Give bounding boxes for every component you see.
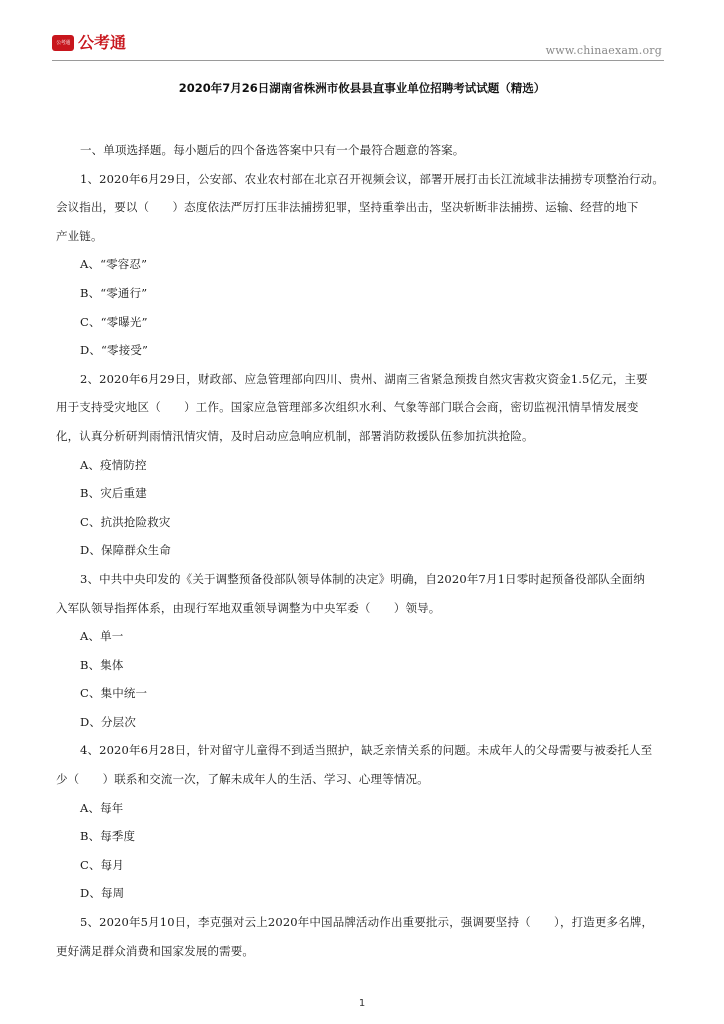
question-4 [56, 736, 668, 908]
header-divider [52, 60, 664, 61]
question-text-line: 会议指出，要以（ ）态度依法严厉打压非法捕捞犯罪，坚持重拳出击，坚决斩断非法捕捞、运输、经营的地下 [56, 200, 639, 215]
option-d: D、“零接受” [80, 343, 149, 358]
question-5 [56, 908, 668, 965]
question-3 [56, 565, 668, 737]
option-d: D、分层次 [80, 714, 136, 729]
question-text-line: 2、2020年6月29日，财政部、应急管理部向四川、贵州、湖南三省紧急预拨自然灾害救灾资金1.5亿元，主要 [80, 371, 648, 386]
page-header [0, 0, 724, 62]
question-text-line: 3、中共中央印发的《关于调整预备役部队领导体制的决定》明确，自2020年7月1日零时起预备役部队全面纳 [80, 571, 645, 586]
question-text-line: 产业链。 [56, 228, 103, 243]
option-d: D、保障群众生命 [80, 543, 171, 558]
question-text-line: 1、2020年6月29日，公安部、农业农村部在北京召开视频会议，部署开展打击长江流域非法捕捞专项整治行动。 [80, 171, 664, 186]
document-title: 2020年7月26日湖南省株洲市攸县县直事业单位招聘考试试题（精选） [178, 81, 546, 95]
logo-text: 公考通 [78, 33, 127, 52]
option-a: A、疫情防控 [80, 457, 147, 472]
question-text-line: 更好满足群众消费和国家发展的需要。 [56, 943, 255, 958]
section-intro: 一、单项选择题。每小题后的四个备选答案中只有一个最符合题意的答案。 [80, 143, 465, 157]
option-b: B、集体 [80, 657, 124, 672]
site-url[interactable]: www.chinaexam.org [545, 44, 662, 57]
option-b: B、“零通行” [80, 285, 148, 300]
option-a: A、“零容忍” [80, 257, 148, 272]
question-text-line: 5、2020年5月10日，李克强对云上2020年中国品牌活动作出重要批示，强调要坚持（ ），打造更多名牌， [80, 915, 654, 930]
question-text-line: 化，认真分析研判雨情汛情灾情，及时启动应急响应机制，部署消防救援队伍参加抗洪抢险。 [56, 428, 534, 443]
option-d: D、每周 [80, 886, 125, 901]
option-c: C、集中统一 [80, 686, 148, 701]
page-number: 1 [358, 998, 366, 1009]
option-c: C、抗洪抢险救灾 [80, 514, 171, 529]
question-text-line: 入军队领导指挥体系，由现行军地双重领导调整为中央军委（ ）领导。 [56, 600, 441, 615]
option-a: A、单一 [80, 629, 124, 644]
question-text-line: 4、2020年6月28日，针对留守儿童得不到适当照护，缺乏亲情关系的问题。未成年人的父母需要与被委托人至 [80, 743, 653, 758]
question-2 [56, 365, 668, 565]
option-b: B、灾后重建 [80, 486, 147, 501]
document-body [56, 136, 668, 965]
option-c: C、“零曝光” [80, 314, 148, 329]
question-text-line: 少（ ）联系和交流一次，了解未成年人的生活、学习、心理等情况。 [56, 772, 429, 787]
question-1 [56, 165, 668, 365]
logo-badge-icon: 公考通 [52, 35, 74, 51]
option-a: A、每年 [80, 800, 124, 815]
option-c: C、每月 [80, 857, 124, 872]
question-text-line: 用于支持受灾地区（ ）工作。国家应急管理部多次组织水利、气象等部门联合会商，密切监视汛情旱情发展变 [56, 400, 639, 415]
option-b: B、每季度 [80, 829, 136, 844]
logo[interactable] [52, 34, 126, 52]
